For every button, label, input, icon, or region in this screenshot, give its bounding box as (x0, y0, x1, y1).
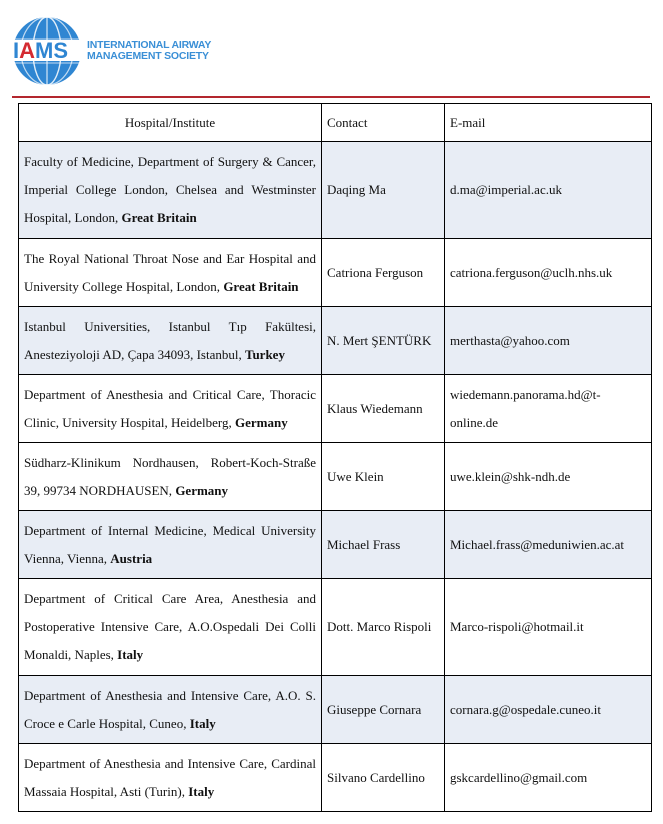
header-hospital: Hospital/Institute (19, 104, 322, 142)
email-cell: catriona.ferguson@uclh.nhs.uk (445, 239, 652, 307)
country: Great Britain (223, 278, 299, 294)
hospital-cell (19, 579, 322, 676)
contact-cell: Michael Frass (322, 511, 445, 579)
table-row (19, 579, 652, 676)
header-contact: Contact (322, 104, 445, 142)
country: Great Britain (121, 210, 197, 225)
page-header (0, 0, 663, 100)
email-cell: Marco-rispoli@hotmail.it (445, 579, 652, 676)
email-cell: d.ma@imperial.ac.uk (445, 142, 652, 239)
table-row (19, 443, 652, 511)
country: Austria (110, 550, 153, 566)
country: Italy (189, 715, 216, 731)
email-cell: merthasta@yahoo.com (445, 307, 652, 375)
hospital-cell (19, 375, 322, 443)
logo-acronym: IAMS (13, 38, 69, 63)
email-cell: gskcardellino@gmail.com (445, 744, 652, 812)
hospital-text: Department of Internal Medicine, Medical University Vienna, Vienna, (24, 522, 316, 566)
table-row (19, 676, 652, 744)
email-cell: wiedemann.panorama.hd@t-online.de (445, 375, 652, 443)
contact-cell: Daqing Ma (322, 142, 445, 239)
contact-cell: Dott. Marco Rispoli (322, 579, 445, 676)
header-divider (12, 96, 650, 98)
hospital-cell (19, 142, 322, 239)
contact-cell: Catriona Ferguson (322, 239, 445, 307)
table-row (19, 142, 652, 239)
email-cell: uwe.klein@shk-ndh.de (445, 443, 652, 511)
email-cell: Michael.frass@meduniwien.ac.at (445, 511, 652, 579)
contact-cell: Giuseppe Cornara (322, 676, 445, 744)
hospital-cell (19, 239, 322, 307)
hospital-text: Faculty of Medicine, Department of Surgery & Cancer, Imperial College London, Chelsea and Westminster Hospital, London, (24, 154, 316, 225)
country: Germany (234, 414, 288, 430)
hospital-text: Südharz-Klinikum Nordhausen, Robert-Koch-Straße 39, 99734 NORDHAUSEN, (24, 454, 316, 498)
hospital-cell (19, 744, 322, 812)
logo-line-1: INTERNATIONAL AIRWAY (87, 39, 212, 51)
hospital-text: Department of Critical Care Area, Anesthesia and Postoperative Intensive Care, A.O.Ospedali Dei Colli Monaldi, Naples, (24, 591, 316, 662)
hospital-cell (19, 511, 322, 579)
email-cell: cornara.g@ospedale.cuneo.it (445, 676, 652, 744)
contacts-table (18, 103, 652, 812)
hospital-text: The Royal National Throat Nose and Ear Hospital and University College Hospital, London, (24, 250, 316, 294)
hospital-cell (19, 307, 322, 375)
table-header-row (19, 104, 652, 142)
table-row (19, 744, 652, 812)
hospital-text: Department of Anesthesia and Intensive Care, A.O. S. Croce e Carle Hospital, Cuneo, (24, 687, 316, 731)
contact-cell: Silvano Cardellino (322, 744, 445, 812)
table-row (19, 375, 652, 443)
hospital-cell (19, 443, 322, 511)
table-row (19, 239, 652, 307)
table-row (19, 307, 652, 375)
table-row (19, 511, 652, 579)
hospital-text: Department of Anesthesia and Critical Care, Thoracic Clinic, University Hospital, Heidelberg, (24, 386, 316, 430)
logo-society-name (87, 40, 211, 62)
country: Italy (117, 647, 144, 662)
contact-cell: Klaus Wiedemann (322, 375, 445, 443)
hospital-text: Department of Anesthesia and Intensive Care, Cardinal Massaia Hospital, Asti (Turin), (24, 755, 316, 799)
contact-cell: N. Mert ŞENTÜRK (322, 307, 445, 375)
country: Germany (175, 482, 229, 498)
hospital-text: Istanbul Universities, Istanbul Tıp Fakültesi, Anesteziyoloji AD, Çapa 34093, Istanbul, (24, 318, 316, 362)
logo-line-2: MANAGEMENT SOCIETY (87, 50, 209, 62)
hospital-cell (19, 676, 322, 744)
header-email: E-mail (445, 104, 652, 142)
country: Turkey (244, 346, 285, 362)
contact-cell: Uwe Klein (322, 443, 445, 511)
country: Italy (188, 783, 215, 799)
